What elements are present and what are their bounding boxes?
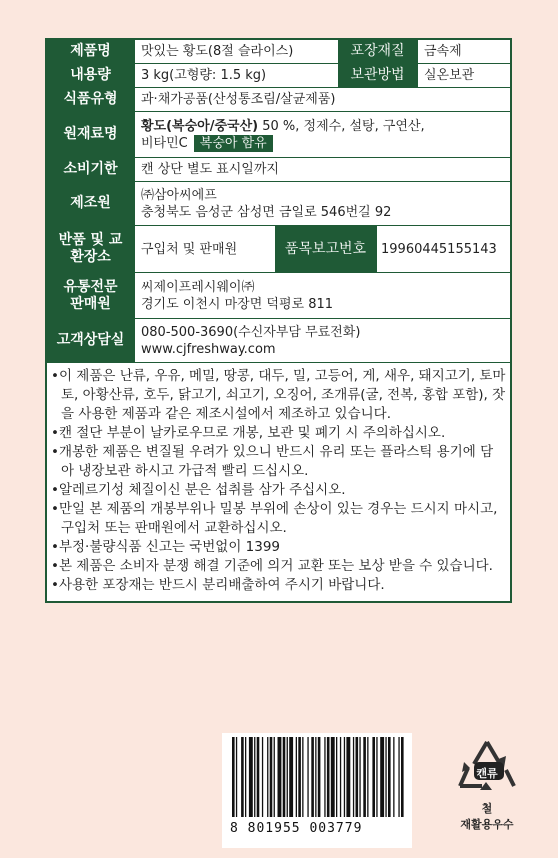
barcode-bar xyxy=(232,737,235,817)
barcode-bar xyxy=(331,737,335,817)
row-returns xyxy=(47,226,510,273)
packaging-value: 금속제 xyxy=(424,44,462,59)
barcode-bar xyxy=(296,737,297,817)
distributor-name: 씨제이프레시웨이㈜ xyxy=(141,279,255,295)
barcode-bar xyxy=(359,737,360,817)
barcode-bar xyxy=(307,737,308,817)
barcode-bar xyxy=(267,737,268,817)
barcode-bar xyxy=(298,737,301,817)
product-name-label: 제품명 xyxy=(47,40,135,63)
row-customer xyxy=(47,319,510,363)
barcode-bar xyxy=(367,737,368,817)
customer-label: 고객상담실 xyxy=(47,319,135,362)
barcode-bar xyxy=(278,737,282,817)
row-food-type xyxy=(47,88,510,112)
note-compensation: •본 제품은 소비자 분쟁 해결 기준에 의거 교환 또는 보상 받을 수 있습니다. xyxy=(51,558,493,574)
barcode-bar xyxy=(245,737,246,817)
barcode-bar xyxy=(336,737,337,817)
row-volume xyxy=(47,64,510,88)
note-recycling: •사용한 포장재는 반드시 분리배출하여 주시기 바랍니다. xyxy=(51,577,385,593)
barcode-bar xyxy=(318,737,321,817)
barcode-bar xyxy=(380,737,384,817)
distributor-label: 유통전문 판매원 xyxy=(47,273,135,318)
barcode-bar xyxy=(262,737,263,817)
barcode-bar xyxy=(388,737,391,817)
allergen-tag: 복숭아 함유 xyxy=(194,135,273,152)
barcode-bar xyxy=(393,737,394,817)
returns-value: 구입처 및 판매원 xyxy=(141,241,238,257)
barcode-bar xyxy=(270,737,273,817)
barcode-bars xyxy=(222,733,412,821)
storage-label: 보관방법 xyxy=(338,64,418,87)
ingredients-line2: 비타민C xyxy=(141,135,188,151)
customer-value xyxy=(135,319,510,362)
barcode-bar xyxy=(257,737,260,817)
barcode-bar xyxy=(376,737,377,817)
barcode-bar xyxy=(327,737,330,817)
barcode-bar xyxy=(241,737,244,817)
food-type-label: 식품유형 xyxy=(47,88,135,111)
note-can-edge: •캔 절단 부분이 날카로우므로 개봉, 보관 및 폐기 시 주의하십시오. xyxy=(51,425,446,441)
barcode xyxy=(222,733,412,848)
report-number-value: 19960445155143 xyxy=(381,241,497,257)
recycle-material: 철 xyxy=(481,802,493,815)
manufacturer-name: ㈜삼아씨에프 xyxy=(141,187,217,203)
row-manufacturer xyxy=(47,182,510,226)
barcode-bar xyxy=(385,737,386,817)
barcode-bar xyxy=(346,737,350,817)
barcode-bar xyxy=(283,737,286,817)
recycle-mark xyxy=(452,738,522,838)
row-expiry xyxy=(47,158,510,182)
returns-label: 반품 및 교환장소 xyxy=(47,226,135,272)
distributor-value xyxy=(135,273,510,318)
recycle-caption: 재활용우수 xyxy=(460,818,514,831)
volume-value: 3 kg(고형량: 1.5 kg) xyxy=(141,68,267,83)
ingredients-main: 황도(복숭아/중국산) xyxy=(141,118,259,134)
barcode-bar xyxy=(249,737,253,817)
barcode-bar xyxy=(401,737,404,817)
distributor-address: 경기도 이천시 마장면 덕평로 811 xyxy=(141,296,334,312)
manufacturer-address: 충청북도 음성군 삼성면 금일로 546번길 92 xyxy=(141,204,392,220)
note-after-opening: •개봉한 제품은 변질될 우려가 있으니 반드시 유리 또는 플라스틱 용기에 담아 냉장보관 하시고 가급적 빨리 드십시오. xyxy=(51,444,494,479)
barcode-bar xyxy=(356,737,359,817)
packaging-label: 포장재질 xyxy=(338,40,418,63)
barcode-bar xyxy=(254,737,255,817)
barcode-bar xyxy=(315,737,316,817)
ingredients-value xyxy=(135,112,510,157)
expiry-value: 캔 상단 별도 표시일까지 xyxy=(141,162,279,177)
recycle-badge: 캔류 xyxy=(476,767,498,780)
barcode-bar xyxy=(353,737,354,817)
note-allergen-facility: •이 제품은 난류, 우유, 메밀, 땅콩, 대두, 밀, 고등어, 게, 새우, 돼지고기, 토마토, 아황산류, 호두, 닭고기, 쇠고기, 오징어, 조개류(굴, 전복, 홍합 포함), 잣을 사용한 제품과 같은 제조시설에서 제조하고 있습니다. xyxy=(51,368,506,422)
volume-label: 내용량 xyxy=(47,64,135,87)
product-name-value: 맛있는 황도(8절 슬라이스) xyxy=(141,44,294,59)
barcode-bar xyxy=(344,737,345,817)
barcode-number: 8 801955 003779 xyxy=(230,821,363,836)
barcode-bar xyxy=(274,737,275,817)
note-allergy: •알레르기성 체질이신 분은 섭취를 삼가 주십시오. xyxy=(51,482,346,498)
barcode-bar xyxy=(302,737,303,817)
ingredients-line1: 50 %, 정제수, 설탕, 구연산, xyxy=(258,118,425,134)
note-report: •부정·불량식품 신고는 국번없이 1399 xyxy=(51,539,281,555)
manufacturer-label: 제조원 xyxy=(47,182,135,225)
customer-phone: 080-500-3690(수신자부담 무료전화) xyxy=(141,324,361,340)
report-number-label: 품목보고번호 xyxy=(275,226,377,272)
food-type-value: 과·채가공품(산성통조림/살균제품) xyxy=(141,92,336,107)
nutrition-label-table xyxy=(45,38,512,603)
manufacturer-value xyxy=(135,182,510,225)
ingredients-label: 원재료명 xyxy=(47,112,135,157)
row-ingredients xyxy=(47,112,510,158)
barcode-bar xyxy=(340,737,341,817)
barcode-bar xyxy=(236,737,237,817)
barcode-bar xyxy=(311,737,314,817)
barcode-bar xyxy=(372,737,375,817)
row-product-name xyxy=(47,40,510,64)
barcode-bar xyxy=(289,737,293,817)
customer-website: www.cjfreshway.com xyxy=(141,341,276,357)
barcode-bar xyxy=(398,737,399,817)
note-damage: •만일 본 제품의 개봉부위나 밀봉 부위에 손상이 있는 경우는 드시지 마시고, 구입처 또는 판매원에서 교환하십시오. xyxy=(51,501,498,536)
barcode-bar xyxy=(287,737,288,817)
storage-value: 실온보관 xyxy=(424,68,475,83)
row-distributor xyxy=(47,273,510,319)
barcode-bar xyxy=(324,737,325,817)
notes-section xyxy=(47,363,510,601)
expiry-label: 소비기한 xyxy=(47,158,135,181)
barcode-bar xyxy=(363,737,366,817)
